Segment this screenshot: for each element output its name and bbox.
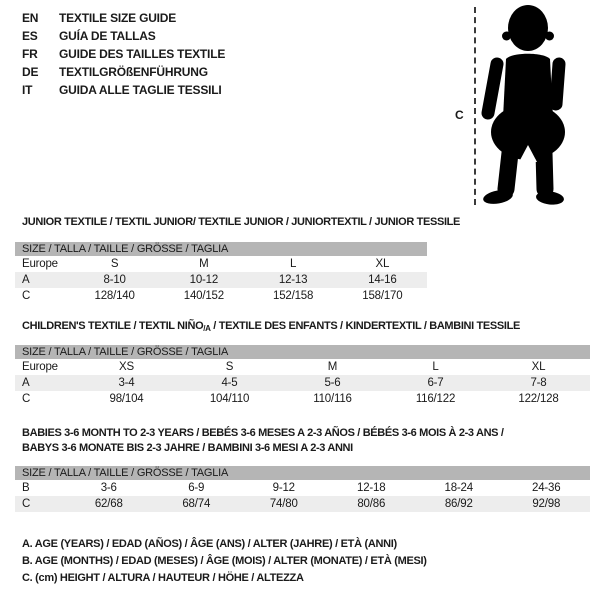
junior-table-title (22, 216, 460, 228)
junior-table-title-text: JUNIOR TEXTILE / TEXTIL JUNIOR/ TEXTILE JUNIOR / JUNIORTEXTIL / JUNIOR TESSILE (22, 216, 461, 228)
size-cell: 158/170 (362, 290, 403, 302)
size-cell: M (327, 361, 338, 373)
table-row-height (15, 288, 427, 304)
babies-title-line2: BABYS 3-6 MONATE BIS 2-3 JAHRE / BAMBINI 3-6 MESI A 2-3 ANNI (22, 442, 353, 454)
size-cell: 116/122 (415, 393, 456, 405)
size-cell: S (225, 361, 234, 373)
measure-label-c: C (455, 108, 464, 122)
size-cell: 74/80 (269, 498, 298, 510)
size-cell: 10-12 (189, 274, 219, 286)
size-cell: XL (531, 361, 546, 373)
children-table-title (22, 320, 520, 333)
size-cell: 98/104 (109, 393, 144, 405)
size-cell: 62/68 (94, 498, 123, 510)
table-row-europe (15, 256, 427, 272)
size-cell: 8-10 (103, 274, 126, 286)
size-cell: 5-6 (324, 377, 341, 389)
language-label: GUIDA ALLE TAGLIE TESSILI (59, 83, 222, 97)
size-cell: 122/128 (518, 393, 559, 405)
legend-footnotes (22, 536, 427, 587)
size-cell: 128/140 (94, 290, 135, 302)
row-label: C (22, 498, 31, 510)
language-label: GUÍA DE TALLAS (59, 29, 156, 43)
size-cell: XS (119, 361, 134, 373)
size-cell: 152/158 (273, 290, 314, 302)
language-label: TEXTILGRÖßENFÜHRUNG (59, 65, 208, 79)
table-row-age (15, 375, 590, 391)
table-row-age (15, 272, 427, 288)
language-row (22, 45, 225, 63)
footnote-c: C. (cm) HEIGHT / ALTURA / HAUTEUR / HÖHE / ALTEZZA (22, 572, 304, 584)
children-title-sub: /A (203, 324, 211, 333)
size-cell: 14-16 (368, 274, 397, 286)
language-code: EN (22, 11, 39, 25)
size-cell: 80/86 (357, 498, 386, 510)
size-cell: 68/74 (182, 498, 211, 510)
babies-title-line1: BABIES 3-6 MONTH TO 2-3 YEARS / BEBÉS 3-6 MESES A 2-3 AÑOS / BÉBÉS 3-6 MOIS À 2-3 ANS / (22, 427, 504, 439)
size-cell: 3-4 (118, 377, 135, 389)
children-title-post: / TEXTILE DES ENFANTS / KINDERTEXTIL / BAMBINI TESSILE (210, 320, 520, 332)
language-row (22, 81, 225, 99)
size-cell: 86/92 (444, 498, 473, 510)
size-cell: 6-7 (427, 377, 444, 389)
language-row (22, 27, 225, 45)
row-label: A (22, 377, 30, 389)
language-title-block (22, 9, 225, 99)
row-label: C (22, 290, 31, 302)
language-label: TEXTILE SIZE GUIDE (59, 11, 177, 25)
size-cell: M (199, 258, 209, 270)
row-label: C (22, 393, 31, 405)
height-measure-dashed-line (474, 7, 476, 205)
size-header-bar: SIZE / TALLA / TAILLE / GRÖSSE / TAGLIA (15, 242, 427, 256)
size-cell: 6-9 (188, 482, 205, 494)
size-cell: 12-18 (357, 482, 386, 494)
size-cell: 18-24 (444, 482, 473, 494)
junior-size-table (15, 242, 427, 304)
size-cell: L (432, 361, 439, 373)
size-header-bar: SIZE / TALLA / TAILLE / GRÖSSE / TAGLIA (15, 345, 590, 359)
size-cell: 24-36 (532, 482, 561, 494)
size-cell: 140/152 (183, 290, 224, 302)
baby-silhouette-icon (480, 3, 575, 210)
size-cell: 92/98 (532, 498, 561, 510)
babies-size-table (15, 466, 590, 512)
size-cell: 3-6 (100, 482, 117, 494)
language-row (22, 9, 225, 27)
footnote-a: A. AGE (YEARS) / EDAD (AÑOS) / ÂGE (ANS) / ALTER (JAHRE) / ETÀ (ANNI) (22, 538, 397, 550)
table-row-height (15, 496, 590, 512)
size-cell: 12-13 (278, 274, 308, 286)
size-cell: 4-5 (221, 377, 238, 389)
language-code: FR (22, 47, 38, 61)
size-cell: S (110, 258, 119, 270)
children-title-pre: CHILDREN'S TEXTILE / TEXTIL NIÑO (22, 320, 204, 332)
babies-table-title (22, 426, 504, 456)
language-row (22, 63, 225, 81)
size-cell: L (290, 258, 297, 270)
size-cell: 9-12 (272, 482, 295, 494)
language-code: IT (22, 83, 33, 97)
size-header-bar: SIZE / TALLA / TAILLE / GRÖSSE / TAGLIA (15, 466, 590, 480)
table-row-europe (15, 359, 590, 375)
row-label: Europe (22, 361, 58, 373)
row-label: Europe (22, 258, 58, 270)
footnote-b: B. AGE (MONTHS) / EDAD (MESES) / ÂGE (MOIS) / ALTER (MONATE) / ETÀ (MESI) (22, 555, 427, 567)
size-cell: XL (375, 258, 390, 270)
language-code: ES (22, 29, 38, 43)
language-label: GUIDE DES TAILLES TEXTILE (59, 47, 226, 61)
table-row-height (15, 391, 590, 407)
size-cell: 110/116 (313, 393, 352, 405)
table-row-months (15, 480, 590, 496)
row-label: A (22, 274, 30, 286)
row-label: B (22, 482, 30, 494)
children-size-table (15, 345, 590, 407)
size-cell: 7-8 (530, 377, 547, 389)
size-cell: 104/110 (209, 393, 250, 405)
language-code: DE (22, 65, 39, 79)
